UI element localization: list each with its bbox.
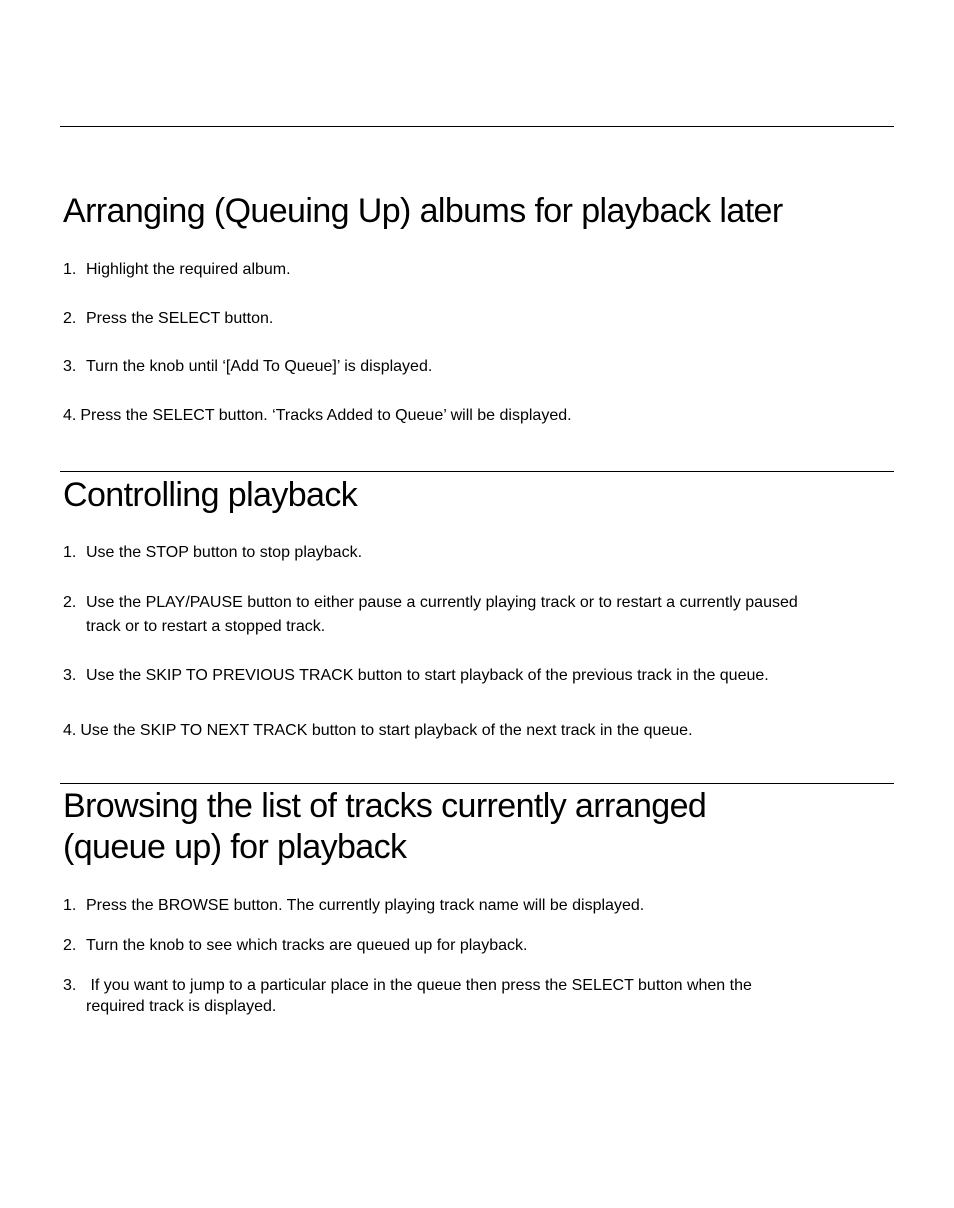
section-heading-line-2: (queue up) for playback — [63, 828, 407, 866]
item-number: 2. — [63, 594, 77, 611]
item-number: 4. — [63, 722, 77, 739]
item-number: 3. — [63, 667, 77, 684]
item-text: Press the SELECT button. ‘Tracks Added to Queue’ will be displayed. — [80, 407, 572, 424]
item-text: Use the PLAY/PAUSE button to either pause a currently playing track or to restart a currently paused — [86, 594, 798, 611]
item-number: 4. — [63, 407, 77, 424]
item-text: Highlight the required album. — [86, 261, 291, 278]
list-item — [63, 355, 432, 379]
section-heading: Controlling playback — [63, 476, 358, 514]
list-item — [63, 307, 273, 331]
item-number: 2. — [63, 937, 77, 954]
item-text: If you want to jump to a particular place in the queue then press the SELECT button when the — [86, 977, 752, 994]
item-text: Turn the knob to see which tracks are queued up for playback. — [86, 937, 528, 954]
list-item — [63, 975, 752, 1017]
list-item — [63, 404, 572, 428]
item-text-continuation: track or to restart a stopped track. — [86, 618, 326, 635]
section-heading-line-1: Browsing the list of tracks currently arranged — [63, 787, 707, 825]
item-number: 1. — [63, 897, 77, 914]
item-text: Use the STOP button to stop playback. — [86, 544, 363, 561]
item-number: 3. — [63, 358, 77, 375]
list-item — [63, 541, 362, 565]
list-item — [63, 934, 527, 958]
item-number: 1. — [63, 261, 77, 278]
item-number: 1. — [63, 544, 77, 561]
list-item — [63, 664, 769, 688]
item-number: 3. — [63, 977, 77, 994]
list-item — [63, 894, 644, 918]
section-divider — [60, 471, 894, 472]
list-item — [63, 591, 798, 639]
list-item — [63, 719, 693, 743]
item-number: 2. — [63, 310, 77, 327]
item-text: Press the SELECT button. — [86, 310, 274, 327]
top-divider — [60, 126, 894, 127]
list-item — [63, 258, 291, 282]
item-text-continuation: required track is displayed. — [86, 998, 277, 1015]
section-divider — [60, 783, 894, 784]
item-text: Use the SKIP TO NEXT TRACK button to start playback of the next track in the queue. — [80, 722, 693, 739]
item-text: Use the SKIP TO PREVIOUS TRACK button to start playback of the previous track in the queue. — [86, 667, 769, 684]
item-text: Press the BROWSE button. The currently playing track name will be displayed. — [86, 897, 645, 914]
item-text: Turn the knob until ‘[Add To Queue]’ is displayed. — [86, 358, 433, 375]
section-heading: Arranging (Queuing Up) albums for playback later — [63, 192, 783, 230]
